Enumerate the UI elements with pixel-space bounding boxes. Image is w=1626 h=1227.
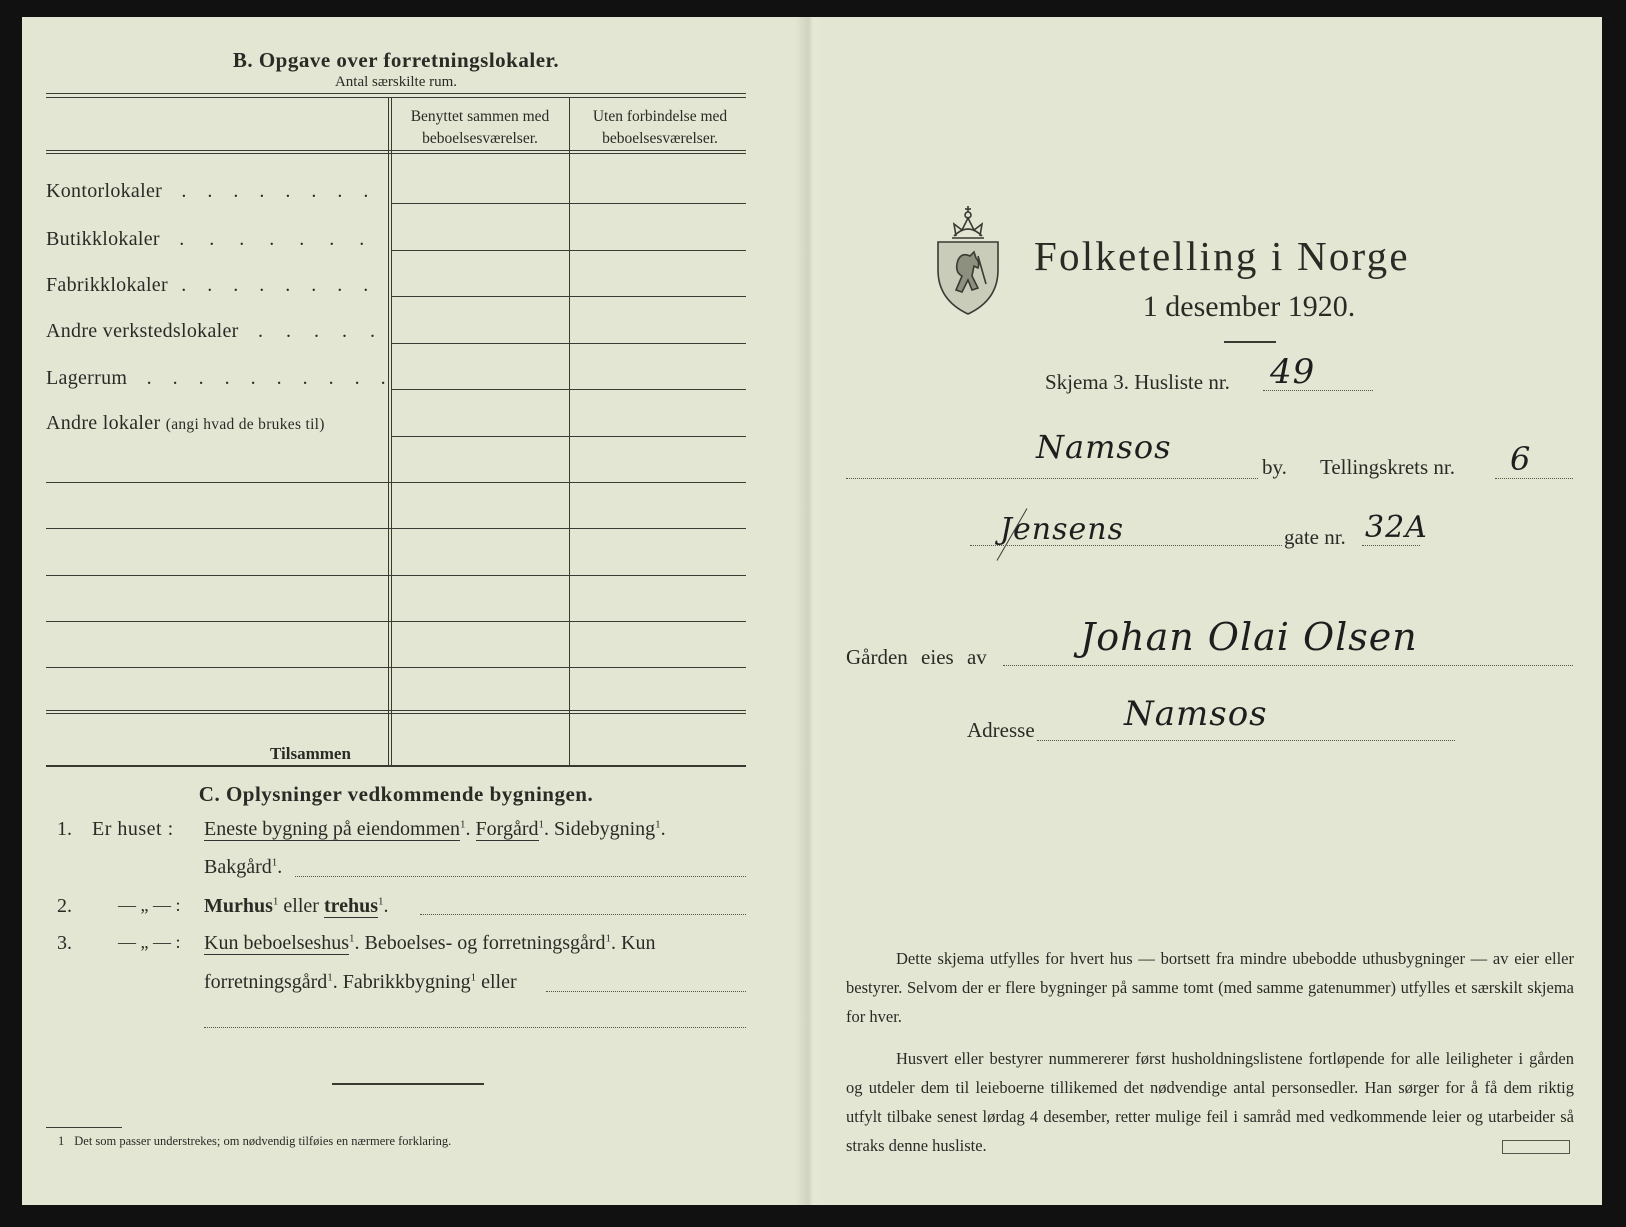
section-b-subheading: Antal særskilte rum. (334, 74, 458, 90)
title-divider (1224, 341, 1276, 343)
row-label-lagerrum: Lagerrum . . . . . . . . . . (46, 367, 394, 389)
husliste-label: Skjema 3. Husliste nr. (1045, 370, 1230, 394)
col1-left-rule (388, 97, 389, 765)
gate-label: gate nr. (1284, 525, 1346, 549)
q3-option-forretningsgard[interactable]: forretningsgård (204, 971, 328, 993)
row-rule (46, 482, 746, 483)
q1-option-sidebygning[interactable]: Sidebygning (554, 818, 656, 840)
footnote: 1 Det som passer understrekes; om nødvendig tilføies en nærmere forklaring. (58, 1134, 452, 1148)
row-rule (392, 436, 746, 437)
q2-fill-line (420, 914, 746, 915)
q2-lead: — „ — : (118, 895, 181, 915)
q1-lead: Er huset : (92, 818, 174, 840)
printer-stamp (1502, 1140, 1570, 1154)
q2-number: 2. (57, 895, 72, 917)
table-top-rule (46, 93, 746, 94)
q3-lead: — „ — : (118, 932, 181, 952)
q3-options-line2: forretningsgård$^1$. Fabrikkbygning$^1$ eller (204, 971, 517, 993)
q3-option-fabrikkbygning[interactable]: Fabrikkbygning (342, 971, 471, 993)
q1-options: Eneste bygning på eiendommen$^1$. Forgård$^1$. Sidebygning$^1$. (204, 818, 666, 840)
col2-left-rule (569, 97, 570, 765)
q3-option-kun-beboelseshus[interactable]: Kun beboelseshus (204, 932, 349, 954)
q1-fill-line (295, 876, 746, 877)
row-rule (392, 203, 746, 204)
row-label-fabrikklokaler: Fabrikklokaler . . . . . . . . (46, 274, 377, 296)
address-line (1037, 740, 1455, 741)
col1-header: Benyttet sammen med beboelsesværelser. (410, 108, 550, 147)
husliste-line (1263, 390, 1373, 391)
q2-option-trehus[interactable]: trehus (323, 895, 379, 917)
q3-option-beboelses-og-forretningsgard[interactable]: Beboelses- og forretningsgård (364, 932, 606, 954)
street-line (970, 545, 1282, 546)
q2-options: Murhus$^1$ eller trehus$^1$. (204, 895, 389, 917)
q1-number: 1. (57, 818, 72, 840)
address-value[interactable]: Namsos (1124, 694, 1268, 734)
row-rule (46, 621, 746, 622)
tellingskrets-label: Tellingskrets nr. (1320, 455, 1456, 479)
instructions-paragraph-1: Dette skjema utfylles for hvert hus — bortsett fra mindre ubebodde uthusbygninger — av eier eller bestyrer. Selvom der er flere bygninger på samme tomt (med samme gatenummer) utfylles et særskilt skjema for hver. (846, 949, 1574, 1026)
tellingskrets-number[interactable]: 6 (1510, 440, 1532, 478)
col1-left-rule-2 (391, 97, 392, 765)
q1-option-eneste[interactable]: Eneste bygning på eiendommen (204, 818, 461, 840)
row-label-kontorlokaler: Kontorlokaler . . . . . . . . (46, 180, 377, 202)
q3-option-kun-prefix: Kun (621, 932, 656, 954)
footnote-rule (46, 1127, 122, 1128)
page-fold (795, 17, 825, 1205)
row-rule (392, 343, 746, 344)
by-label: by. (1262, 455, 1287, 479)
tellingskrets-line (1495, 478, 1573, 479)
q3-fill-line-2 (204, 1027, 746, 1028)
header-bottom-rule-2 (46, 153, 746, 154)
gate-line (1362, 545, 1420, 546)
address-label: Adresse (967, 718, 1035, 742)
form-title: Folketelling i Norge (1034, 233, 1410, 279)
street-value[interactable]: Jensens (1000, 512, 1124, 547)
row-rule (46, 575, 746, 576)
q1-option-forgard[interactable]: Forgård (475, 818, 539, 840)
section-end-rule (332, 1083, 484, 1085)
owner-value[interactable]: Johan Olai Olsen (1080, 615, 1418, 659)
instructions-paragraph-2: Husvert eller bestyrer nummererer først husholdningslistene fortløpende for alle leiligheter i gården og utdeler dem til leieboerne tillikemed det nødvendige antal personsedler. Han sørger for å få dem riktig utfylt tilbake senest lørdag 4 desember, retter mulige feil i samråd med vedkommende leier og utarbeider så straks denne husliste. (846, 1049, 1574, 1155)
city-value[interactable]: Namsos (1036, 428, 1172, 466)
q3-number: 3. (57, 932, 72, 954)
city-line (846, 478, 1258, 479)
gate-number[interactable]: 32A (1365, 510, 1428, 545)
q2-option-murhus[interactable]: Murhus (204, 895, 273, 917)
total-label: Tilsammen (270, 744, 351, 763)
q1-option-bakgard[interactable]: Bakgård (204, 856, 272, 878)
total-top-rule-2 (46, 713, 746, 714)
total-top-rule (46, 710, 746, 711)
col2-header: Uten forbindelse med beboelsesværelser. (592, 108, 728, 147)
row-label-butikklokaler: Butikklokaler . . . . . . . (46, 228, 375, 250)
total-bottom-rule (46, 765, 746, 767)
coat-of-arms-icon (934, 196, 1002, 318)
row-rule (46, 667, 746, 668)
table-top-rule-2 (46, 97, 746, 98)
row-label-andre-verkstedslokaler: Andre verkstedslokaler . . . . . (46, 320, 384, 342)
row-rule (46, 528, 746, 529)
row-rule (392, 296, 746, 297)
header-bottom-rule (46, 150, 746, 151)
husliste-number[interactable]: 49 (1270, 352, 1316, 392)
row-rule (392, 250, 746, 251)
q1-option-bakgard-wrap: Bakgård$^1$. (204, 856, 283, 878)
q3-fill-line (546, 991, 746, 992)
owner-line (1003, 665, 1573, 666)
owner-label: Gården eies av (846, 645, 987, 669)
form-date: 1 desember 1920. (1142, 290, 1356, 323)
row-label-andre-lokaler: Andre lokaler (angi hvad de brukes til) (46, 412, 325, 434)
section-b-heading: B. Opgave over forretningslokaler. (232, 48, 560, 72)
q3-options-line1: Kun beboelseshus$^1$. Beboelses- og forretningsgård$^1$. Kun (204, 932, 656, 954)
section-c-heading: C. Oplysninger vedkommende bygningen. (198, 782, 594, 806)
row-rule (392, 389, 746, 390)
